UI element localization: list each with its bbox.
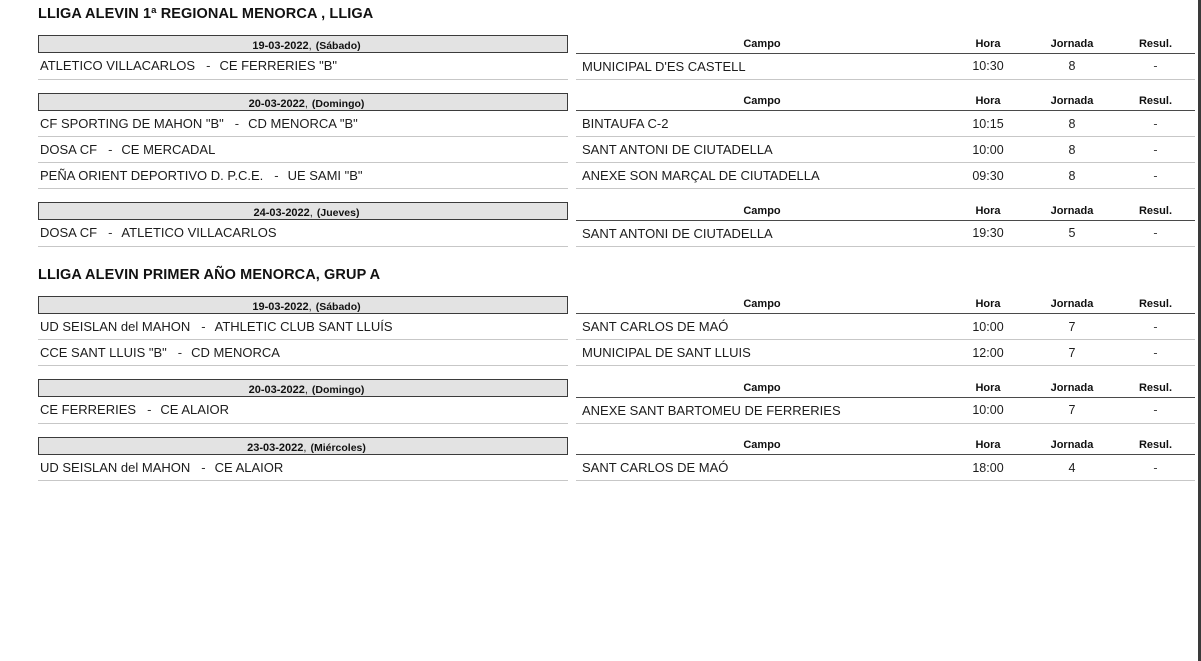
- kickoff-time-cell: 10:15: [948, 111, 1028, 137]
- day-block: [38, 35, 1172, 80]
- column-header-resul: Resul.: [1116, 296, 1195, 314]
- column-gap: [568, 314, 576, 340]
- column-gap: [568, 397, 576, 423]
- competition-title: LLIGA ALEVIN 1ª REGIONAL MENORCA , LLIGA: [38, 6, 374, 22]
- result-cell: -: [1116, 137, 1195, 163]
- column-header-resul: Resul.: [1116, 202, 1195, 220]
- away-team: CD MENORCA "B": [248, 115, 358, 131]
- day-block: [38, 437, 1172, 482]
- column-gap: [568, 53, 576, 79]
- column-gap: [568, 137, 576, 163]
- venue-cell: ANEXE SON MARÇAL DE CIUTADELLA: [576, 163, 948, 189]
- column-header-resul: Resul.: [1116, 379, 1195, 397]
- date-badge: [38, 93, 568, 111]
- table-header-row: [38, 296, 1195, 314]
- column-header-campo: Campo: [576, 35, 948, 53]
- column-header-jornada: Jornada: [1028, 93, 1116, 111]
- matchday-cell: 7: [1028, 314, 1116, 340]
- match-teams-cell: [38, 340, 568, 366]
- matchday-cell: 5: [1028, 220, 1116, 246]
- match-weekday: (Domingo): [311, 97, 365, 110]
- result-cell: -: [1116, 397, 1195, 423]
- kickoff-time-cell: 10:30: [948, 53, 1028, 79]
- date-header-cell: [38, 202, 568, 220]
- table-header-row: [38, 379, 1195, 397]
- date-comma: ,: [309, 207, 313, 219]
- venue-cell: SANT ANTONI DE CIUTADELLA: [576, 137, 948, 163]
- vs-separator: -: [108, 142, 113, 157]
- match-date: 24-03-2022: [253, 207, 310, 219]
- vs-separator: -: [234, 115, 240, 131]
- fixtures-table: [38, 437, 1195, 482]
- result-cell: -: [1116, 111, 1195, 137]
- kickoff-time-cell: 18:00: [948, 455, 1028, 481]
- column-header-jornada: Jornada: [1028, 379, 1116, 397]
- table-row: [38, 163, 1195, 189]
- match-teams-cell: [38, 137, 568, 163]
- match-teams-cell: [38, 220, 568, 246]
- table-header-row: [38, 202, 1195, 220]
- matchday-cell: 4: [1028, 455, 1116, 481]
- column-header-resul: Resul.: [1116, 93, 1195, 111]
- column-gap: [568, 35, 576, 53]
- fixtures-table: [38, 379, 1195, 424]
- competition-title: LLIGA ALEVIN PRIMER AÑO MENORCA, GRUP A: [38, 266, 381, 283]
- match-teams-cell: [38, 314, 568, 340]
- match-date: 23-03-2022: [247, 441, 304, 454]
- column-gap: [568, 379, 576, 397]
- table-row: [38, 53, 1195, 79]
- column-header-hora: Hora: [948, 202, 1028, 220]
- match-teams-cell: [38, 53, 568, 79]
- match-date: 19-03-2022: [252, 40, 309, 52]
- table-row: [38, 340, 1195, 366]
- date-header-cell: [38, 437, 568, 455]
- column-gap: [568, 163, 576, 189]
- column-header-hora: Hora: [948, 437, 1028, 455]
- date-badge: [38, 437, 568, 455]
- vs-separator: -: [206, 58, 211, 74]
- table-row: [38, 220, 1195, 246]
- kickoff-time-cell: 12:00: [948, 340, 1028, 366]
- home-team: DOSA CF: [40, 142, 98, 157]
- date-comma: ,: [304, 97, 308, 110]
- table-row: [38, 455, 1195, 481]
- vs-separator: -: [177, 345, 183, 360]
- fixtures-table: [38, 35, 1195, 80]
- matchday-cell: 8: [1028, 137, 1116, 163]
- away-team: CD MENORCA: [191, 345, 280, 360]
- match-weekday: (Miércoles): [310, 441, 366, 454]
- match-teams-cell: [38, 163, 568, 189]
- column-gap: [568, 437, 576, 455]
- result-cell: -: [1116, 53, 1195, 79]
- date-comma: ,: [304, 384, 308, 396]
- column-header-hora: Hora: [948, 93, 1028, 111]
- home-team: CF SPORTING DE MAHON "B": [40, 115, 224, 131]
- column-header-campo: Campo: [576, 93, 948, 111]
- column-header-hora: Hora: [948, 379, 1028, 397]
- date-header-cell: [38, 296, 568, 314]
- away-team: UE SAMI "B": [287, 168, 363, 183]
- column-gap: [568, 296, 576, 314]
- table-row: [38, 137, 1195, 163]
- match-date: 20-03-2022: [248, 97, 305, 110]
- home-team: ATLETICO VILLACARLOS: [40, 58, 196, 74]
- date-comma: ,: [308, 40, 312, 52]
- column-header-jornada: Jornada: [1028, 35, 1116, 53]
- kickoff-time-cell: 10:00: [948, 314, 1028, 340]
- column-header-campo: Campo: [576, 202, 948, 220]
- column-header-jornada: Jornada: [1028, 296, 1116, 314]
- date-header-cell: [38, 35, 568, 53]
- column-header-campo: Campo: [576, 437, 948, 455]
- match-date: 20-03-2022: [248, 384, 305, 396]
- kickoff-time-cell: 10:00: [948, 397, 1028, 423]
- matchday-cell: 8: [1028, 111, 1116, 137]
- table-header-row: [38, 437, 1195, 455]
- match-teams-cell: [38, 455, 568, 481]
- home-team: PEÑA ORIENT DEPORTIVO D. P.C.E.: [40, 168, 264, 183]
- kickoff-time-cell: 19:30: [948, 220, 1028, 246]
- matchday-cell: 8: [1028, 163, 1116, 189]
- column-header-jornada: Jornada: [1028, 202, 1116, 220]
- table-row: [38, 111, 1195, 137]
- away-team: CE FERRERIES "B": [219, 58, 338, 74]
- date-badge: [38, 379, 568, 397]
- match-teams-cell: [38, 111, 568, 137]
- home-team: DOSA CF: [40, 225, 98, 241]
- match-date: 19-03-2022: [252, 300, 309, 313]
- match-weekday: (Jueves): [316, 207, 360, 219]
- fixtures-table: [38, 296, 1195, 367]
- column-header-hora: Hora: [948, 35, 1028, 53]
- column-header-hora: Hora: [948, 296, 1028, 314]
- column-gap: [568, 111, 576, 137]
- date-comma: ,: [303, 441, 307, 454]
- match-weekday: (Sábado): [315, 40, 361, 52]
- venue-cell: ANEXE SANT BARTOMEU DE FERRERIES: [576, 397, 948, 423]
- date-badge: [38, 35, 568, 53]
- match-teams-cell: [38, 397, 568, 423]
- match-weekday: (Sábado): [315, 300, 361, 313]
- column-header-campo: Campo: [576, 296, 948, 314]
- column-gap: [568, 93, 576, 111]
- matchday-cell: 7: [1028, 397, 1116, 423]
- table-row: [38, 397, 1195, 423]
- column-header-jornada: Jornada: [1028, 437, 1116, 455]
- day-block: [38, 202, 1172, 247]
- column-header-campo: Campo: [576, 379, 948, 397]
- away-team: ATHLETIC CLUB SANT LLUÍS: [214, 318, 393, 334]
- result-cell: -: [1116, 314, 1195, 340]
- venue-cell: SANT CARLOS DE MAÓ: [576, 455, 948, 481]
- home-team: CCE SANT LLUIS "B": [40, 345, 167, 360]
- sections-container: [38, 0, 1172, 481]
- kickoff-time-cell: 10:00: [948, 137, 1028, 163]
- result-cell: -: [1116, 220, 1195, 246]
- day-block: [38, 93, 1172, 190]
- table-header-row: [38, 35, 1195, 53]
- vs-separator: -: [201, 459, 206, 475]
- home-team: UD SEISLAN del MAHON: [40, 318, 191, 334]
- away-team: CE MERCADAL: [121, 142, 216, 157]
- date-badge: [38, 202, 568, 220]
- date-badge: [38, 296, 568, 314]
- away-team: ATLETICO VILLACARLOS: [121, 225, 277, 241]
- column-gap: [568, 340, 576, 366]
- kickoff-time-cell: 09:30: [948, 163, 1028, 189]
- day-block: [38, 379, 1172, 424]
- matchday-cell: 8: [1028, 53, 1116, 79]
- away-team: CE ALAIOR: [160, 402, 230, 418]
- date-header-cell: [38, 93, 568, 111]
- column-gap: [568, 455, 576, 481]
- column-gap: [568, 220, 576, 246]
- fixtures-table: [38, 202, 1195, 247]
- column-gap: [568, 202, 576, 220]
- vs-separator: -: [201, 318, 206, 334]
- column-header-resul: Resul.: [1116, 35, 1195, 53]
- home-team: CE FERRERIES: [40, 402, 137, 418]
- column-header-resul: Resul.: [1116, 437, 1195, 455]
- table-header-row: [38, 93, 1195, 111]
- matchday-cell: 7: [1028, 340, 1116, 366]
- venue-cell: MUNICIPAL D'ES CASTELL: [576, 53, 948, 79]
- vs-separator: -: [274, 168, 279, 183]
- fixtures-table: [38, 93, 1195, 190]
- table-row: [38, 314, 1195, 340]
- venue-cell: MUNICIPAL DE SANT LLUIS: [576, 340, 948, 366]
- venue-cell: SANT CARLOS DE MAÓ: [576, 314, 948, 340]
- match-weekday: (Domingo): [311, 384, 365, 396]
- result-cell: -: [1116, 340, 1195, 366]
- date-comma: ,: [308, 300, 312, 313]
- venue-cell: SANT ANTONI DE CIUTADELLA: [576, 220, 948, 246]
- away-team: CE ALAIOR: [214, 459, 284, 475]
- home-team: UD SEISLAN del MAHON: [40, 459, 191, 475]
- date-header-cell: [38, 379, 568, 397]
- vs-separator: -: [108, 225, 113, 241]
- result-cell: -: [1116, 455, 1195, 481]
- vs-separator: -: [147, 402, 152, 418]
- result-cell: -: [1116, 163, 1195, 189]
- day-block: [38, 296, 1172, 367]
- venue-cell: BINTAUFA C-2: [576, 111, 948, 137]
